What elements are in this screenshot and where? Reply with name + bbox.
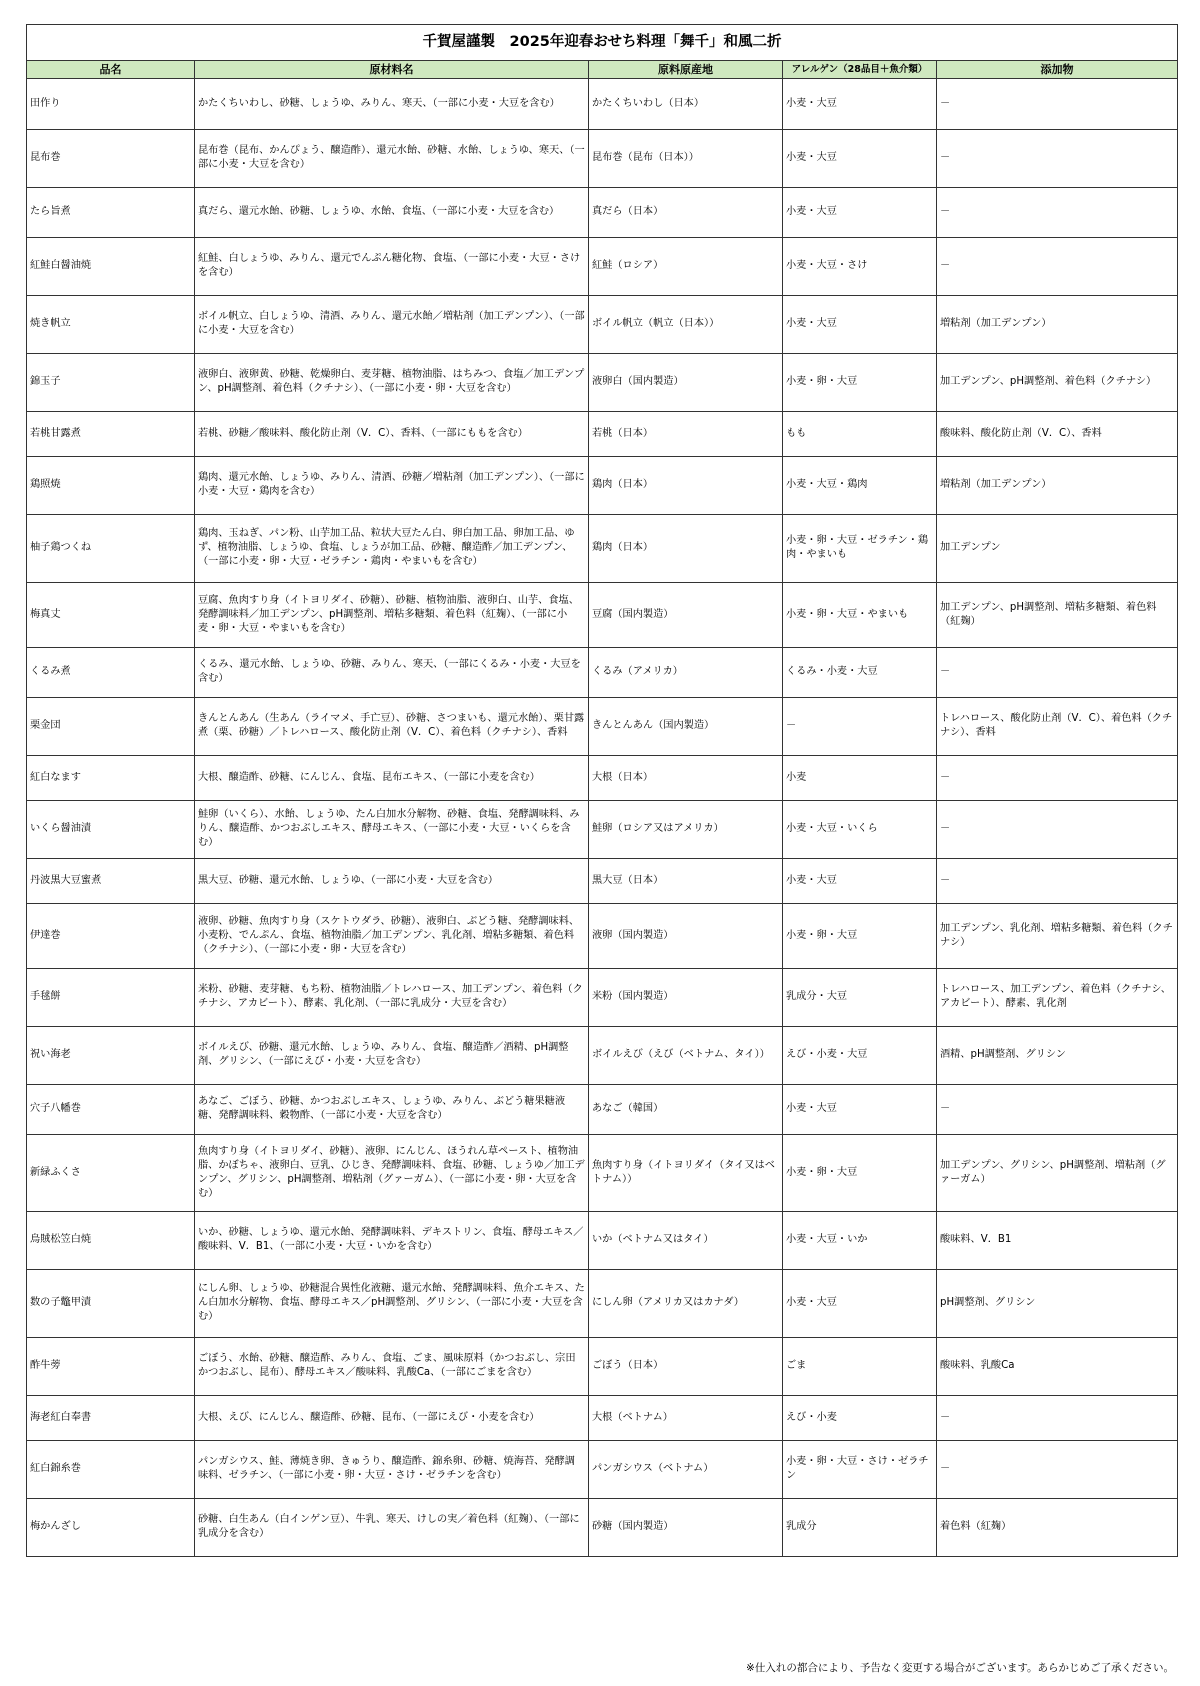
cell-allergy: 小麦・卵・大豆 xyxy=(783,354,937,412)
cell-additives: 酸味料、酸化防止剤（V．C）、香料 xyxy=(937,412,1178,457)
sheet-title: 千賀屋謹製 2025年迎春おせち料理「舞千」和風二折 xyxy=(26,24,1178,60)
cell-ingredients: きんとんあん（生あん（ライマメ、手亡豆）、砂糖、さつまいも、還元水飴）、栗甘露煮（栗、砂糖）／トレハロース、酸化防止剤（V．C）、着色料（クチナシ）、香料 xyxy=(195,698,589,756)
table-row xyxy=(27,354,1178,412)
cell-additives: 酸味料、V．B1 xyxy=(937,1212,1178,1270)
cell-ingredients: くるみ、還元水飴、しょうゆ、砂糖、みりん、寒天、（一部にくるみ・小麦・大豆を含む） xyxy=(195,648,589,698)
cell-additives: － xyxy=(937,1396,1178,1441)
cell-ingredients: 魚肉すり身（イトヨリダイ、砂糖）、液卵、にんじん、ほうれん草ペースト、植物油脂、かぼちゃ、液卵白、豆乳、ひじき、発酵調味料、食塩、砂糖、しょうゆ／加工デンプン、グリシン、pH調整剤、増粘剤（グァーガム）、（一部に小麦・卵・大豆を含む） xyxy=(195,1135,589,1212)
header-name: 品名 xyxy=(27,61,195,79)
table-row xyxy=(27,583,1178,648)
cell-ingredients: にしん卵、しょうゆ、砂糖混合異性化液糖、還元水飴、発酵調味料、魚介エキス、たん白加水分解物、食塩、酵母エキス／pH調整剤、グリシン、（一部に小麦・大豆を含む） xyxy=(195,1270,589,1338)
cell-ingredients: 鮭卵（いくら）、水飴、しょうゆ、たん白加水分解物、砂糖、食塩、発酵調味料、みりん、醸造酢、かつおぶしエキス、酵母エキス、（一部に小麦・大豆・いくらを含む） xyxy=(195,801,589,859)
cell-allergy: もも xyxy=(783,412,937,457)
cell-allergy: 小麦・大豆 xyxy=(783,296,937,354)
table-row xyxy=(27,1085,1178,1135)
cell-name: 梅真丈 xyxy=(27,583,195,648)
ingredients-table xyxy=(26,24,1178,1557)
cell-origin: きんとんあん（国内製造） xyxy=(589,698,783,756)
cell-allergy: えび・小麦 xyxy=(783,1396,937,1441)
cell-ingredients: 真だら、還元水飴、砂糖、しょうゆ、水飴、食塩、（一部に小麦・大豆を含む） xyxy=(195,188,589,238)
cell-allergy: － xyxy=(783,698,937,756)
cell-origin: 真だら（日本） xyxy=(589,188,783,238)
cell-name: 烏賊松笠白焼 xyxy=(27,1212,195,1270)
cell-additives: トレハロース、酸化防止剤（V．C）、着色料（クチナシ）、香料 xyxy=(937,698,1178,756)
table-row xyxy=(27,698,1178,756)
cell-name: 田作り xyxy=(27,79,195,130)
table-row xyxy=(27,296,1178,354)
cell-additives: 加工デンプン、グリシン、pH調整剤、増粘剤（グァーガム） xyxy=(937,1135,1178,1212)
cell-additives: － xyxy=(937,238,1178,296)
cell-allergy: 小麦・大豆・鶏肉 xyxy=(783,457,937,515)
cell-allergy: えび・小麦・大豆 xyxy=(783,1027,937,1085)
cell-ingredients: ボイル帆立、白しょうゆ、清酒、みりん、還元水飴／増粘剤（加工デンプン）、（一部に小麦・大豆を含む） xyxy=(195,296,589,354)
header-additives: 添加物 xyxy=(937,61,1178,79)
cell-additives: 酒精、pH調整剤、グリシン xyxy=(937,1027,1178,1085)
table-row xyxy=(27,412,1178,457)
cell-additives: － xyxy=(937,1085,1178,1135)
table-row xyxy=(27,515,1178,583)
cell-ingredients: 大根、醸造酢、砂糖、にんじん、食塩、昆布エキス、（一部に小麦を含む） xyxy=(195,756,589,801)
cell-origin: ボイル帆立（帆立（日本）） xyxy=(589,296,783,354)
cell-origin: ボイルえび（えび（ベトナム、タイ）） xyxy=(589,1027,783,1085)
cell-allergy: 小麦・大豆 xyxy=(783,1270,937,1338)
table-row xyxy=(27,238,1178,296)
header-origin: 原料原産地 xyxy=(589,61,783,79)
table-row xyxy=(27,1338,1178,1396)
allergen-sheet xyxy=(26,24,1177,1557)
table-row xyxy=(27,1270,1178,1338)
cell-ingredients: 若桃、砂糖／酸味料、酸化防止剤（V．C）、香料、（一部にももを含む） xyxy=(195,412,589,457)
cell-additives: － xyxy=(937,756,1178,801)
cell-allergy: くるみ・小麦・大豆 xyxy=(783,648,937,698)
table-row xyxy=(27,1441,1178,1499)
cell-name: 紅白錦糸巻 xyxy=(27,1441,195,1499)
table-row xyxy=(27,1212,1178,1270)
cell-ingredients: 鶏肉、玉ねぎ、パン粉、山芋加工品、粒状大豆たん白、卵白加工品、卵加工品、ゆず、植物油脂、しょうゆ、食塩、しょうが加工品、砂糖、醸造酢／加工デンプン、（一部に小麦・卵・大豆・ゼラチン・鶏肉・やまいもを含む） xyxy=(195,515,589,583)
cell-name: 手毬餅 xyxy=(27,969,195,1027)
cell-name: 柚子鶏つくね xyxy=(27,515,195,583)
cell-name: 昆布巻 xyxy=(27,130,195,188)
cell-ingredients: いか、砂糖、しょうゆ、還元水飴、発酵調味料、デキストリン、食塩、酵母エキス／酸味料、V．B1、（一部に小麦・大豆・いかを含む） xyxy=(195,1212,589,1270)
cell-ingredients: 大根、えび、にんじん、醸造酢、砂糖、昆布、（一部にえび・小麦を含む） xyxy=(195,1396,589,1441)
cell-additives: － xyxy=(937,79,1178,130)
cell-ingredients: かたくちいわし、砂糖、しょうゆ、みりん、寒天、（一部に小麦・大豆を含む） xyxy=(195,79,589,130)
cell-origin: 鶏肉（日本） xyxy=(589,457,783,515)
cell-additives: － xyxy=(937,801,1178,859)
cell-additives: － xyxy=(937,188,1178,238)
cell-allergy: 小麦・大豆 xyxy=(783,188,937,238)
cell-allergy: 小麦・大豆・いくら xyxy=(783,801,937,859)
table-row xyxy=(27,79,1178,130)
cell-name: 酢牛蒡 xyxy=(27,1338,195,1396)
cell-allergy: 小麦・卵・大豆・やまいも xyxy=(783,583,937,648)
table-row xyxy=(27,188,1178,238)
cell-additives: 加工デンプン xyxy=(937,515,1178,583)
cell-name: 若桃甘露煮 xyxy=(27,412,195,457)
cell-allergy: 小麦・大豆 xyxy=(783,1085,937,1135)
cell-additives: トレハロース、加工デンプン、着色料（クチナシ、アカビート）、酵素、乳化剤 xyxy=(937,969,1178,1027)
cell-additives: － xyxy=(937,859,1178,904)
cell-name: 紅鮭白醤油焼 xyxy=(27,238,195,296)
cell-origin: かたくちいわし（日本） xyxy=(589,79,783,130)
cell-origin: にしん卵（アメリカ又はカナダ） xyxy=(589,1270,783,1338)
cell-name: 紅白なます xyxy=(27,756,195,801)
cell-ingredients: 豆腐、魚肉すり身（イトヨリダイ、砂糖）、砂糖、植物油脂、液卵白、山芋、食塩、発酵調味料／加工デンプン、pH調整剤、増粘多糖類、着色料（紅麹）、（一部に小麦・卵・大豆・やまいもを含む） xyxy=(195,583,589,648)
cell-additives: － xyxy=(937,1441,1178,1499)
cell-name: 伊達巻 xyxy=(27,904,195,969)
cell-origin: 大根（日本） xyxy=(589,756,783,801)
cell-additives: － xyxy=(937,130,1178,188)
cell-origin: 液卵白（国内製造） xyxy=(589,354,783,412)
cell-origin: 大根（ベトナム） xyxy=(589,1396,783,1441)
header-row xyxy=(27,61,1178,79)
cell-name: 新緑ふくさ xyxy=(27,1135,195,1212)
cell-origin: ごぼう（日本） xyxy=(589,1338,783,1396)
table-row xyxy=(27,969,1178,1027)
table-row xyxy=(27,1135,1178,1212)
cell-origin: 黒大豆（日本） xyxy=(589,859,783,904)
cell-allergy: 乳成分・大豆 xyxy=(783,969,937,1027)
cell-additives: 増粘剤（加工デンプン） xyxy=(937,457,1178,515)
cell-name: 数の子鼈甲漬 xyxy=(27,1270,195,1338)
cell-ingredients: 砂糖、白生あん（白インゲン豆）、牛乳、寒天、けしの実／着色料（紅麹）、（一部に乳成分を含む） xyxy=(195,1499,589,1557)
footnote: ※仕入れの都合により、予告なく変更する場合がございます。あらかじめご了承ください。 xyxy=(746,1662,1174,1674)
table-row xyxy=(27,859,1178,904)
cell-ingredients: 紅鮭、白しょうゆ、みりん、還元でんぷん糖化物、食塩、（一部に小麦・大豆・さけを含む） xyxy=(195,238,589,296)
cell-name: 祝い海老 xyxy=(27,1027,195,1085)
cell-additives: 酸味料、乳酸Ca xyxy=(937,1338,1178,1396)
cell-origin: 昆布巻（昆布（日本）） xyxy=(589,130,783,188)
cell-origin: 若桃（日本） xyxy=(589,412,783,457)
cell-name: くるみ煮 xyxy=(27,648,195,698)
cell-allergy: 小麦・卵・大豆・ゼラチン・鶏肉・やまいも xyxy=(783,515,937,583)
cell-ingredients: 液卵、砂糖、魚肉すり身（スケトウダラ、砂糖）、液卵白、ぶどう糖、発酵調味料、小麦粉、でんぷん、食塩、植物油脂／加工デンプン、乳化剤、増粘多糖類、着色料（クチナシ）、（一部に小麦・卵・大豆を含む） xyxy=(195,904,589,969)
cell-name: 焼き帆立 xyxy=(27,296,195,354)
cell-additives: 増粘剤（加工デンプン） xyxy=(937,296,1178,354)
cell-allergy: 小麦・大豆・いか xyxy=(783,1212,937,1270)
cell-ingredients: あなご、ごぼう、砂糖、かつおぶしエキス、しょうゆ、みりん、ぶどう糖果糖液糖、発酵調味料、穀物酢、（一部に小麦・大豆を含む） xyxy=(195,1085,589,1135)
cell-ingredients: ボイルえび、砂糖、還元水飴、しょうゆ、みりん、食塩、醸造酢／酒精、pH調整剤、グリシン、（一部にえび・小麦・大豆を含む） xyxy=(195,1027,589,1085)
cell-origin: 鶏肉（日本） xyxy=(589,515,783,583)
cell-allergy: 小麦・卵・大豆 xyxy=(783,904,937,969)
cell-allergy: ごま xyxy=(783,1338,937,1396)
header-allergy: アレルゲン（28品目＋魚介類） xyxy=(783,61,937,79)
cell-name: 梅かんざし xyxy=(27,1499,195,1557)
cell-origin: いか（ベトナム又はタイ） xyxy=(589,1212,783,1270)
cell-ingredients: 昆布巻（昆布、かんぴょう、醸造酢）、還元水飴、砂糖、水飴、しょうゆ、寒天、（一部に小麦・大豆を含む） xyxy=(195,130,589,188)
cell-ingredients: 液卵白、液卵黄、砂糖、乾燥卵白、麦芽糖、植物油脂、はちみつ、食塩／加工デンプン、pH調整剤、着色料（クチナシ）、（一部に小麦・卵・大豆を含む） xyxy=(195,354,589,412)
cell-allergy: 乳成分 xyxy=(783,1499,937,1557)
table-row xyxy=(27,457,1178,515)
cell-ingredients: 鶏肉、還元水飴、しょうゆ、みりん、清酒、砂糖／増粘剤（加工デンプン）、（一部に小麦・大豆・鶏肉を含む） xyxy=(195,457,589,515)
cell-origin: 豆腐（国内製造） xyxy=(589,583,783,648)
cell-origin: パンガシウス（ベトナム） xyxy=(589,1441,783,1499)
table-row xyxy=(27,801,1178,859)
cell-origin: 紅鮭（ロシア） xyxy=(589,238,783,296)
cell-allergy: 小麦・卵・大豆・さけ・ゼラチン xyxy=(783,1441,937,1499)
cell-origin: 鮭卵（ロシア又はアメリカ） xyxy=(589,801,783,859)
cell-origin: 砂糖（国内製造） xyxy=(589,1499,783,1557)
table-row xyxy=(27,130,1178,188)
cell-allergy: 小麦・大豆 xyxy=(783,859,937,904)
header-ingredients: 原材料名 xyxy=(195,61,589,79)
cell-name: 栗金団 xyxy=(27,698,195,756)
cell-additives: － xyxy=(937,648,1178,698)
cell-additives: 加工デンプン、乳化剤、増粘多糖類、着色料（クチナシ） xyxy=(937,904,1178,969)
cell-name: 鶏照焼 xyxy=(27,457,195,515)
cell-name: 丹波黒大豆蜜煮 xyxy=(27,859,195,904)
cell-allergy: 小麦・大豆 xyxy=(783,79,937,130)
table-row xyxy=(27,756,1178,801)
cell-name: 穴子八幡巻 xyxy=(27,1085,195,1135)
cell-ingredients: パンガシウス、鮭、薄焼き卵、きゅうり、醸造酢、錦糸卵、砂糖、焼海苔、発酵調味料、ゼラチン、（一部に小麦・卵・大豆・さけ・ゼラチンを含む） xyxy=(195,1441,589,1499)
cell-name: たら旨煮 xyxy=(27,188,195,238)
cell-ingredients: 米粉、砂糖、麦芽糖、もち粉、植物油脂／トレハロース、加工デンプン、着色料（クチナシ、アカビート）、酵素、乳化剤、（一部に乳成分・大豆を含む） xyxy=(195,969,589,1027)
cell-origin: あなご（韓国） xyxy=(589,1085,783,1135)
cell-name: いくら醤油漬 xyxy=(27,801,195,859)
cell-name: 海老紅白奉書 xyxy=(27,1396,195,1441)
cell-origin: くるみ（アメリカ） xyxy=(589,648,783,698)
cell-additives: 着色料（紅麹） xyxy=(937,1499,1178,1557)
cell-additives: pH調整剤、グリシン xyxy=(937,1270,1178,1338)
cell-origin: 米粉（国内製造） xyxy=(589,969,783,1027)
cell-additives: 加工デンプン、pH調整剤、増粘多糖類、着色料（紅麹） xyxy=(937,583,1178,648)
cell-additives: 加工デンプン、pH調整剤、着色料（クチナシ） xyxy=(937,354,1178,412)
table-row xyxy=(27,1027,1178,1085)
table-row xyxy=(27,904,1178,969)
cell-allergy: 小麦 xyxy=(783,756,937,801)
cell-origin: 魚肉すり身（イトヨリダイ（タイ又はベトナム）） xyxy=(589,1135,783,1212)
cell-allergy: 小麦・大豆・さけ xyxy=(783,238,937,296)
cell-name: 錦玉子 xyxy=(27,354,195,412)
cell-ingredients: ごぼう、水飴、砂糖、醸造酢、みりん、食塩、ごま、風味原料（かつおぶし、宗田かつおぶし、昆布）、酵母エキス／酸味料、乳酸Ca、（一部にごまを含む） xyxy=(195,1338,589,1396)
table-row xyxy=(27,1499,1178,1557)
cell-origin: 液卵（国内製造） xyxy=(589,904,783,969)
table-row xyxy=(27,1396,1178,1441)
cell-allergy: 小麦・卵・大豆 xyxy=(783,1135,937,1212)
cell-ingredients: 黒大豆、砂糖、還元水飴、しょうゆ、（一部に小麦・大豆を含む） xyxy=(195,859,589,904)
table-row xyxy=(27,648,1178,698)
cell-allergy: 小麦・大豆 xyxy=(783,130,937,188)
